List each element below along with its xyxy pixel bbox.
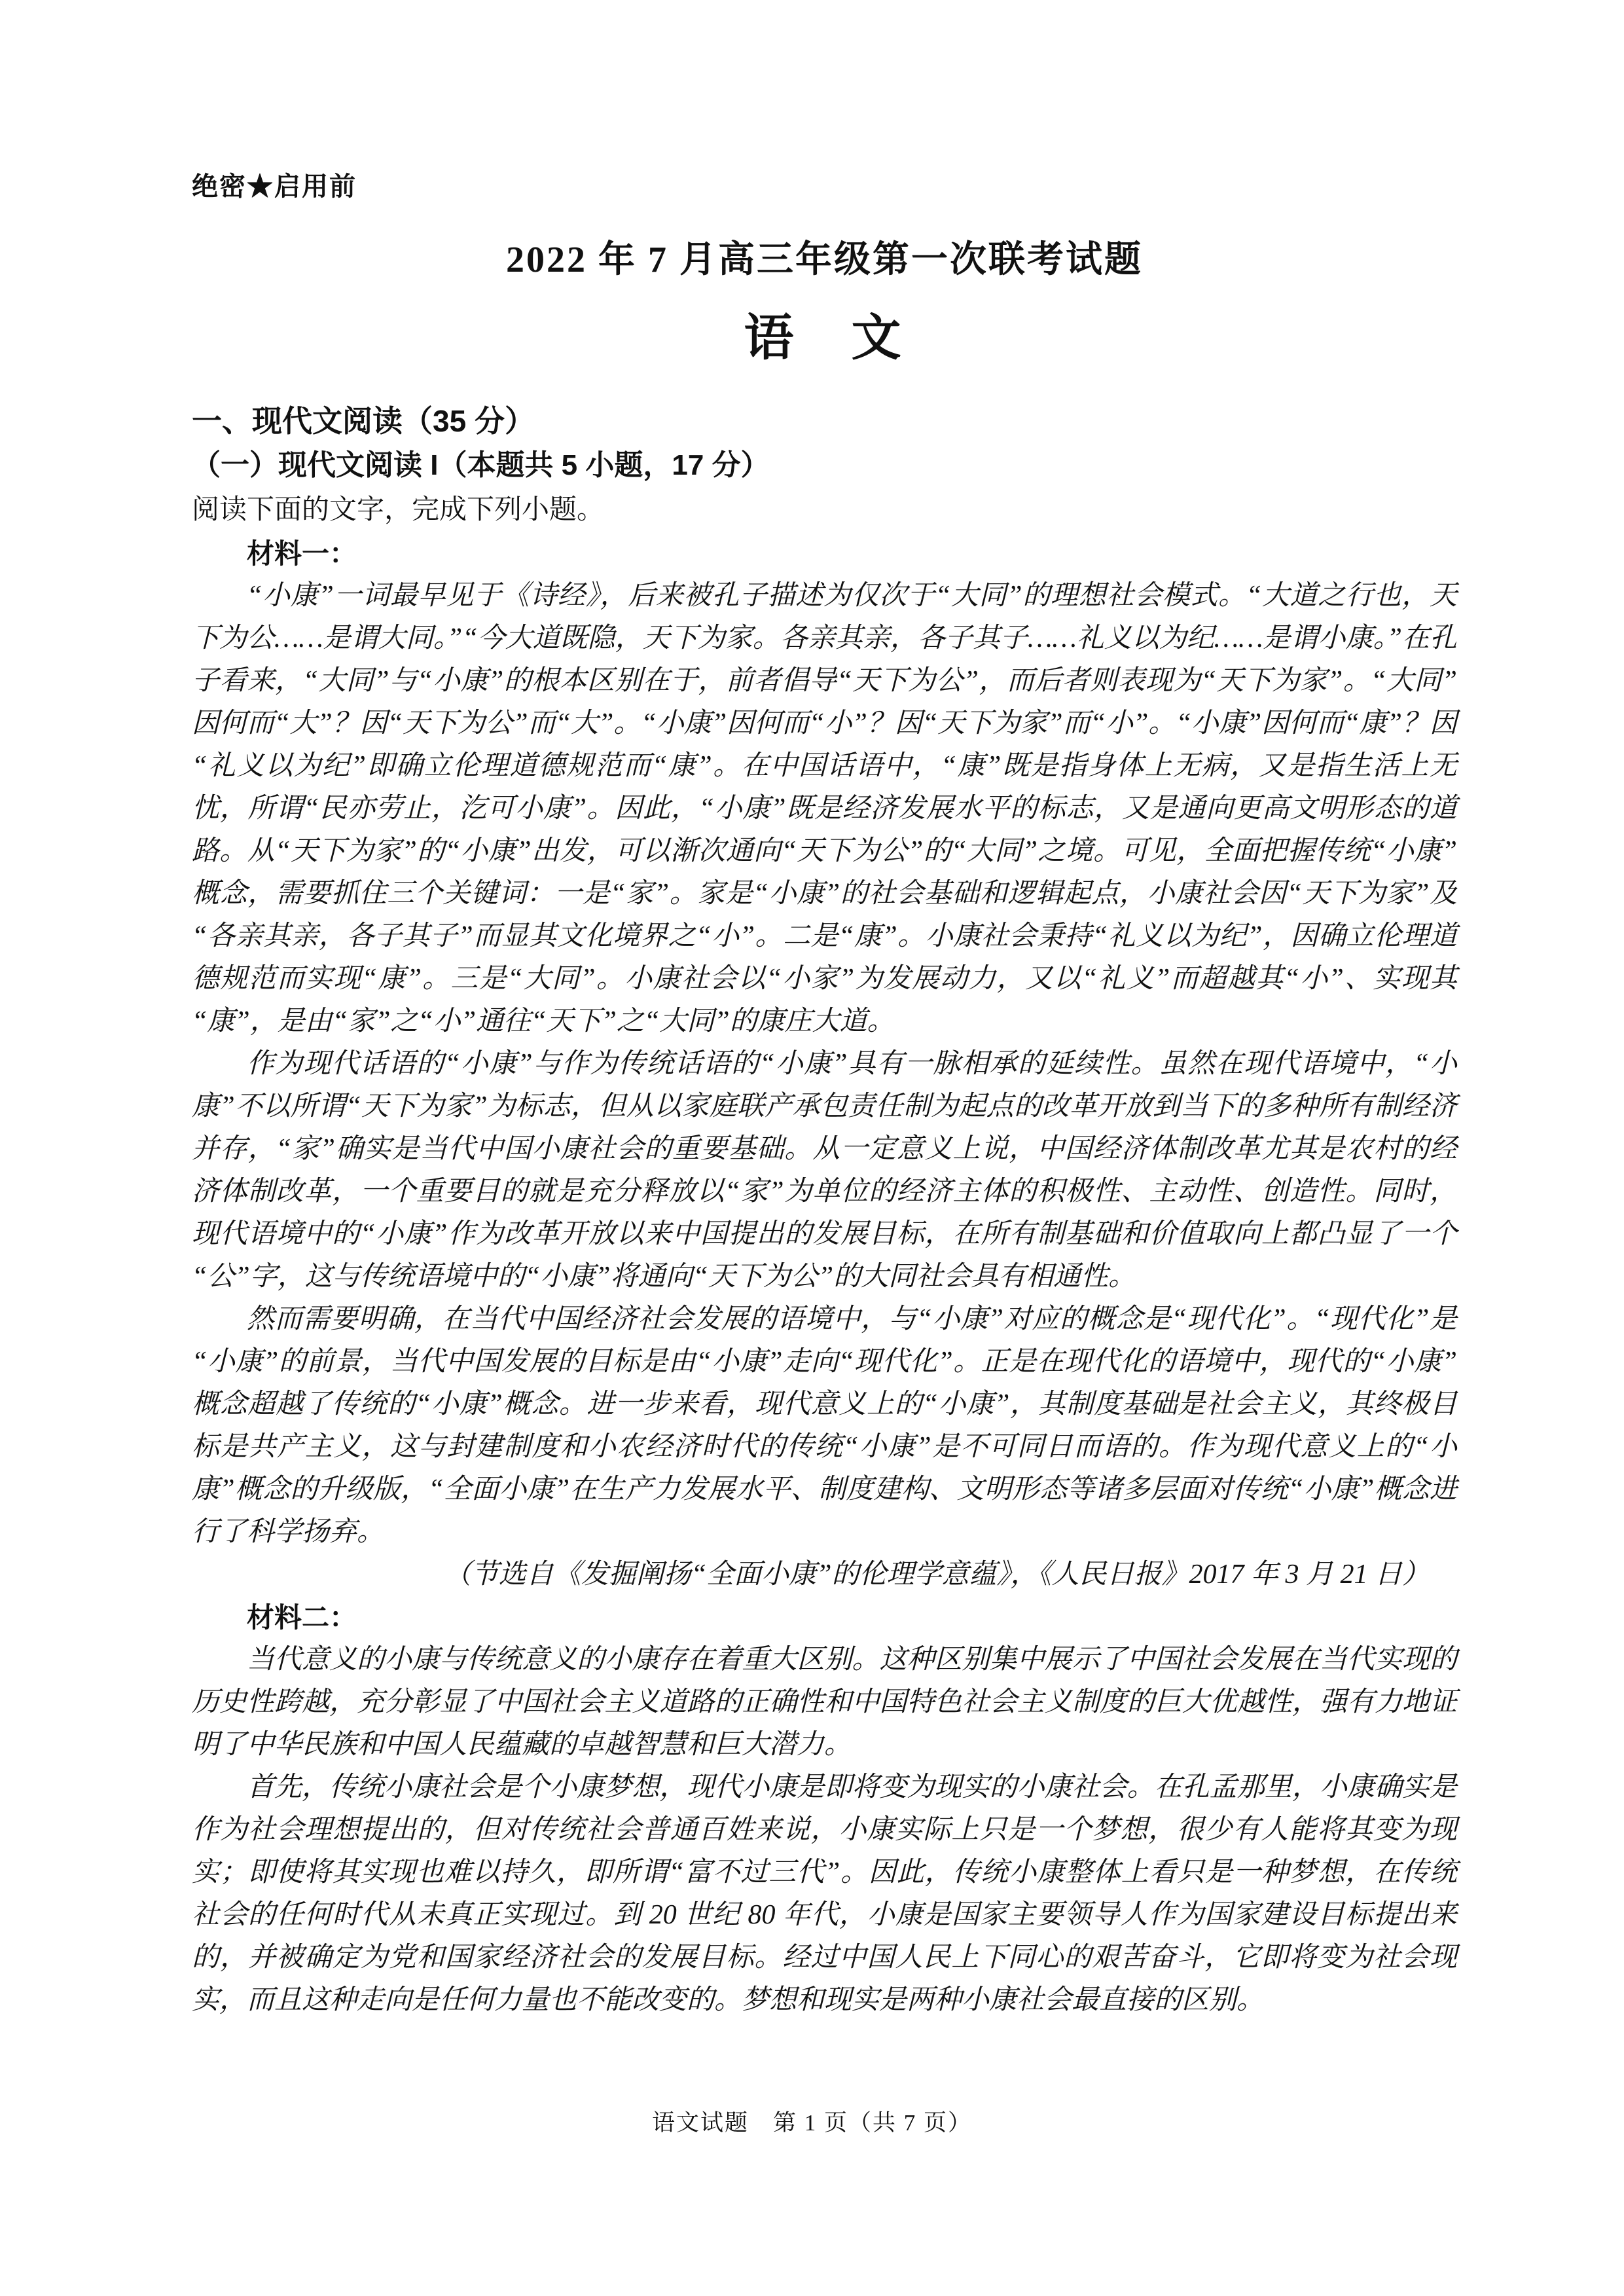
material-two-paragraph-2: 首先，传统小康社会是个小康梦想，现代小康是即将变为现实的小康社会。在孔孟那里，小康确实是作为社会理想提出的，但对传统社会普通百姓来说，小康实际上只是一个梦想，很少有人能将其变为现实；即使将其实现也难以持久，即所谓“富不过三代”。因此，传统小康整体上看只是一种梦想，在传统社会的任何时代从未真正实现过。到 20 世纪 80 年代，小康是国家主要领导人作为国家建设目标提出来的，并被确定为党和国家经济社会的发展目标。经过中国人民上下同心的艰苦奋斗，它即将变为社会现实，而且这种走向是任何力量也不能改变的。梦想和现实是两种小康社会最直接的区别。 — [192, 1772, 1457, 2015]
material-two-paragraph-1: 当代意义的小康与传统意义的小康存在着重大区别。这种区别集中展示了中国社会发展在当代实现的历史性跨越，充分彰显了中国社会主义道路的正确性和中国特色社会主义制度的巨大优越性，强有力地证明了中华民族和中国人民蕴藏的卓越智慧和巨大潜力。 — [192, 1645, 1457, 1760]
exam-title: 2022 年 7 月高三年级第一次联考试题 — [506, 240, 1143, 280]
material-one-label: 材料一： — [247, 538, 357, 569]
material-one-paragraph-3: 然而需要明确，在当代中国经济社会发展的语境中，与“小康”对应的概念是“现代化”。“现代化”是“小康”的前景，当代中国发展的目标是由“小康”走向“现代化”。正是在现代化的语境中，现代的“小康”概念超越了传统的“小康”概念。进一步来看，现代意义上的“小康”，其制度基础是社会主义，其终极目标是共产主义，这与封建制度和小农经济时代的传统“小康”是不可同日而语的。作为现代意义上的“小康”概念的升级版，“全面小康”在生产力发展水平、制度建构、文明形态等诸多层面对传统“小康”概念进行了科学扬弃。 — [192, 1304, 1457, 1547]
subject-title: 语 文 — [744, 311, 905, 366]
material-two-label: 材料二： — [247, 1602, 357, 1633]
security-classification: 绝密★启用前 — [192, 172, 357, 201]
source-citation: （节选自《发掘阐扬“全面小康”的伦理学意蕴》，《人民日报》2017 年 3 月 21 日） — [443, 1559, 1430, 1590]
section-heading: 一、现代文阅读（35 分） — [192, 404, 535, 438]
page-footer: 语文试题 第 1 页（共 7 页） — [651, 2110, 972, 2136]
reading-instruction: 阅读下面的文字，完成下列小题。 — [192, 495, 605, 525]
subsection-heading: （一）现代文阅读 I（本题共 5 小题，17 分） — [192, 449, 770, 481]
material-one-paragraph-2: 作为现代话语的“小康”与作为传统话语的“小康”具有一脉相承的延续性。虽然在现代语境中，“小康”不以所谓“天下为家”为标志，但从以家庭联产承包责任制为起点的改革开放到当下的多种所有制经济并存，“家”确实是当代中国小康社会的重要基础。从一定意义上说，中国经济体制改革尤其是农村的经济体制改革，一个重要目的就是充分释放以“家”为单位的经济主体的积极性、主动性、创造性。同时，现代语境中的“小康”作为改革开放以来中国提出的发展目标，在所有制基础和价值取向上都凸显了一个“公”字，这与传统语境中的“小康”将通向“天下为公”的大同社会具有相通性。 — [192, 1049, 1457, 1292]
material-one-paragraph-1: “小康”一词最早见于《诗经》，后来被孔子描述为仅次于“大同”的理想社会模式。“大道之行也，天下为公……是谓大同。”“今大道既隐，天下为家。各亲其亲，各子其子……礼义以为纪……是谓小康。”在孔子看来，“大同”与“小康”的根本区别在于，前者倡导“天下为公”，而后者则表现为“天下为家”。“大同”因何而“大”？因“天下为公”而“大”。“小康”因何而“小”？因“天下为家”而“小”。“小康”因何而“康”？因“礼义以为纪”即确立伦理道德规范而“康”。在中国话语中，“康”既是指身体上无病，又是指生活上无忧，所谓“民亦劳止，汔可小康”。因此，“小康”既是经济发展水平的标志，又是通向更高文明形态的道路。从“天下为家”的“小康”出发，可以渐次通向“天下为公”的“大同”之境。可见，全面把握传统“小康”概念，需要抓住三个关键词：一是“家”。家是“小康”的社会基础和逻辑起点，小康社会因“天下为家”及“各亲其亲，各子其子”而显其文化境界之“小”。二是“康”。小康社会秉持“礼义以为纪”，因确立伦理道德规范而实现“康”。三是“大同”。小康社会以“小家”为发展动力，又以“礼义”而超越其“小”、实现其“康”，是由“家”之“小”通往“天下”之“大同”的康庄大道。 — [192, 581, 1457, 1036]
